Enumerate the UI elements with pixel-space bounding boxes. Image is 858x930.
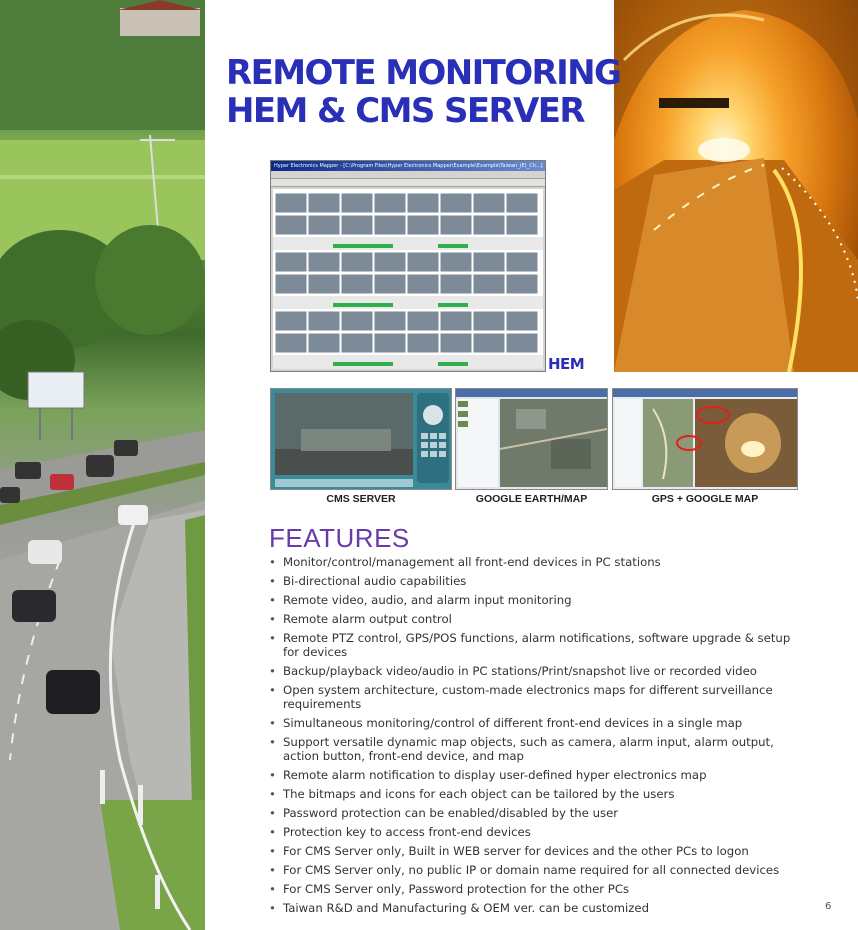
page-number: 6	[825, 901, 832, 912]
feature-item: • Remote PTZ control, GPS/POS functions, alarm notifications, software upgrade & setup for devices	[268, 631, 808, 659]
feature-item: • Taiwan R&D and Manufacturing & OEM ver. can be customized	[268, 901, 808, 915]
google-earth-image	[456, 389, 608, 490]
cms-server-caption: CMS SERVER	[326, 493, 396, 505]
hem-menubar	[271, 171, 545, 179]
features-list	[268, 555, 808, 920]
feature-item: • Backup/playback video/audio in PC stations/Print/snapshot live or recorded video	[268, 664, 808, 678]
feature-item: • Remote video, audio, and alarm input monitoring	[268, 593, 808, 607]
hem-screenshot	[270, 160, 546, 372]
cms-server-screenshot	[270, 388, 452, 490]
page-title	[226, 54, 620, 130]
hem-toolbar	[271, 179, 545, 187]
title-line-2: HEM & CMS SERVER	[226, 91, 584, 131]
feature-item: • Bi-directional audio capabilities	[268, 574, 808, 588]
feature-item: • Monitor/control/management all front-end devices in PC stations	[268, 555, 808, 569]
google-earth-screenshot	[455, 388, 608, 490]
hem-label: HEM	[548, 355, 585, 373]
feature-item: • Simultaneous monitoring/control of different front-end devices in a single map	[268, 716, 808, 730]
feature-item: • For CMS Server only, Password protection for the other PCs	[268, 882, 808, 896]
gps-google-map-screenshot	[612, 388, 798, 490]
feature-item: • Open system architecture, custom-made electronics maps for different surveillance requirements	[268, 683, 808, 711]
feature-item: • For CMS Server only, no public IP or domain name required for all connected devices	[268, 863, 808, 877]
feature-item: • For CMS Server only, Built in WEB server for devices and the other PCs to logon	[268, 844, 808, 858]
camera-thumbnails	[273, 189, 543, 371]
highway-illustration	[0, 0, 205, 930]
features-heading: FEATURES	[269, 523, 410, 553]
feature-item: • Password protection can be enabled/disabled by the user	[268, 806, 808, 820]
gps-google-map-image	[613, 389, 798, 490]
highway-photo	[0, 0, 205, 930]
google-earth-caption: GOOGLE EARTH/MAP	[475, 493, 588, 505]
feature-item: • Protection key to access front-end devices	[268, 825, 808, 839]
feature-item: • Remote alarm notification to display user-defined hyper electronics map	[268, 768, 808, 782]
cms-server-image	[271, 389, 452, 490]
title-line-1: REMOTE MONITORING	[226, 53, 621, 93]
tunnel-photo	[614, 0, 858, 372]
feature-item: • The bitmaps and icons for each object can be tailored by the users	[268, 787, 808, 801]
hem-camera-grid	[273, 189, 543, 369]
tunnel-illustration	[614, 0, 858, 372]
gps-google-map-caption: GPS + GOOGLE MAP	[651, 493, 759, 505]
feature-item: • Remote alarm output control	[268, 612, 808, 626]
feature-item: • Support versatile dynamic map objects, such as camera, alarm input, alarm output, action button, front-end device, and map	[268, 735, 808, 763]
hem-window-title: Hyper Electronics Mapper - [C:\Program Files\Hyper Electronics Mapper\Example\Example\Taiwan_(E)_Ch...]	[271, 161, 545, 171]
